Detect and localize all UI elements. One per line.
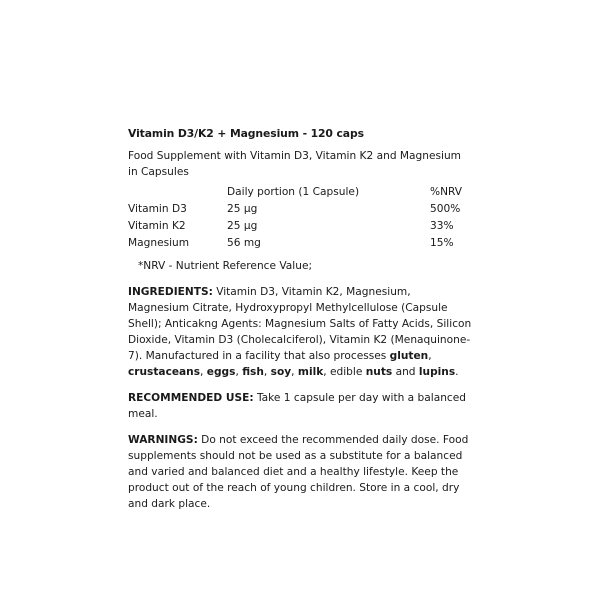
- nutrient-nrv: 33%: [430, 220, 454, 232]
- warnings-text: Do not exceed the recommended daily dose. Food supplements should not be used as a substitute for a balanced and varied and balanced diet and a healthy lifestyle. Keep the product out of the reach of young children. Store in a cool, dry and dark place.: [128, 434, 469, 510]
- separator: ,: [291, 366, 298, 378]
- separator: ,: [200, 366, 207, 378]
- table-row: [128, 201, 462, 218]
- allergen: lupins: [418, 366, 456, 378]
- product-description: Food Supplement with Vitamin D3, Vitamin K2 and Magnesium in Capsules: [128, 150, 461, 178]
- supplement-label: [128, 126, 473, 522]
- allergen: crustaceans: [128, 366, 201, 378]
- separator: ,: [428, 350, 432, 362]
- nutrient-amount: 56 mg: [227, 237, 261, 249]
- nutrient-amount: 25 µg: [227, 220, 258, 232]
- nutrient-nrv: 500%: [430, 203, 461, 215]
- allergen: fish: [242, 366, 264, 378]
- allergen: eggs: [206, 366, 236, 378]
- table-header-row: [128, 184, 462, 201]
- nutrient-nrv: 15%: [430, 237, 454, 249]
- nutrient-amount: 25 µg: [227, 203, 258, 215]
- separator: ,: [235, 366, 243, 378]
- nutrient-name: Vitamin D3: [128, 203, 187, 215]
- allergen: nuts: [365, 366, 393, 378]
- ingredients-text: Vitamin D3, Vitamin K2, Magnesium, Magnesium Citrate, Hydroxypropyl Methylcellulose (Capsule Shell); Anticakng Agents: Magnesium Salts of Fatty Acids, Silicon Dioxide, Vitamin D3 (Cholecalciferol), Vitamin K2 (Menaquinone-7). Manufactured in a facility that also processes: [128, 286, 472, 362]
- warnings-section: [128, 432, 473, 512]
- table-header-cell: Daily portion (1 Capsule): [227, 186, 360, 198]
- allergen: milk: [297, 366, 324, 378]
- table-header-cell: %NRV: [430, 186, 463, 198]
- recommended-use-text: Take 1 capsule per day with a balanced meal.: [128, 392, 466, 420]
- recommended-use-label: RECOMMENDED USE:: [128, 392, 254, 404]
- separator: and: [392, 366, 419, 378]
- table-row: [128, 218, 462, 235]
- separator: ,: [263, 366, 271, 378]
- separator: .: [455, 366, 459, 378]
- nutrient-name: Vitamin K2: [128, 220, 186, 232]
- nutrient-name: Magnesium: [128, 237, 190, 249]
- ingredients-section: [128, 284, 473, 380]
- product-title: Vitamin D3/K2 + Magnesium - 120 caps: [128, 127, 364, 140]
- warnings-label: WARNINGS:: [128, 434, 198, 446]
- table-row: [128, 235, 462, 252]
- nutrition-table: [128, 184, 462, 252]
- allergen: soy: [270, 366, 292, 378]
- nrv-footnote: *NRV - Nutrient Reference Value;: [138, 260, 313, 272]
- ingredients-label: INGREDIENTS:: [128, 286, 213, 298]
- recommended-use-section: [128, 390, 473, 422]
- table-header-cell: [128, 184, 227, 201]
- separator: , edible: [323, 366, 366, 378]
- allergen: gluten: [389, 350, 429, 362]
